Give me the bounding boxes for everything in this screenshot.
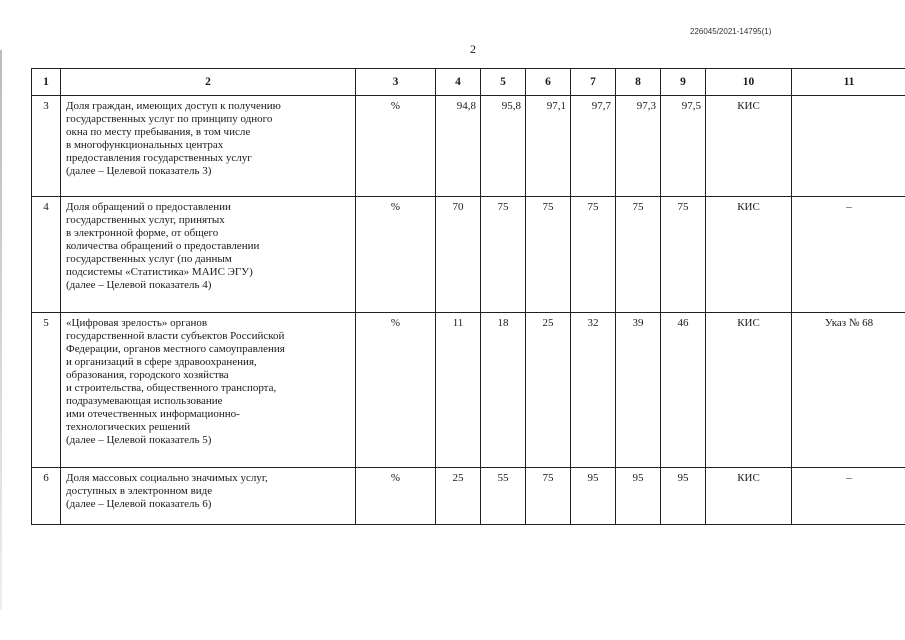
basis-cell: Указ № 68 — [792, 313, 905, 468]
description-line: предоставления государственных услуг — [66, 152, 252, 164]
description-line: в электронной форме, от общего — [66, 227, 219, 239]
value-cell: 95 — [661, 468, 706, 525]
value-cell: 70 — [436, 197, 481, 313]
value-cell: 11 — [436, 313, 481, 468]
value-cell: 75 — [571, 197, 616, 313]
description-line: государственной власти субъектов Российской — [66, 330, 285, 342]
table-row — [32, 96, 905, 197]
column-header: 6 — [526, 69, 571, 96]
value-cell: 75 — [526, 197, 571, 313]
source-cell: КИС — [706, 96, 792, 197]
value-cell: 25 — [526, 313, 571, 468]
column-header: 3 — [356, 69, 436, 96]
column-header: 2 — [61, 69, 356, 96]
description-line: Доля граждан, имеющих доступ к получению — [66, 100, 281, 112]
scan-edge — [0, 50, 2, 610]
basis-cell: – — [792, 197, 905, 313]
description-line: ими отечественных информационно- — [66, 408, 240, 420]
column-header: 9 — [661, 69, 706, 96]
description-line: технологических решений — [66, 421, 191, 433]
page-number: 2 — [470, 42, 476, 56]
basis-cell — [792, 96, 905, 197]
table-row — [32, 197, 905, 313]
row-number: 4 — [32, 197, 61, 313]
table-header-row — [32, 69, 905, 96]
value-cell: 18 — [481, 313, 526, 468]
value-cell: 97,5 — [661, 96, 706, 197]
value-cell: 46 — [661, 313, 706, 468]
description-line: и строительства, общественного транспорта, — [66, 382, 277, 394]
basis-cell: – — [792, 468, 905, 525]
indicators-table — [31, 68, 905, 525]
value-cell: 97,3 — [616, 96, 661, 197]
description-line: Доля массовых социально значимых услуг, — [66, 472, 268, 484]
value-cell: 97,1 — [526, 96, 571, 197]
column-header: 8 — [616, 69, 661, 96]
indicator-description — [61, 197, 356, 313]
description-line: и организаций в сфере здравоохранения, — [66, 356, 257, 368]
row-number: 5 — [32, 313, 61, 468]
value-cell: 32 — [571, 313, 616, 468]
description-line: количества обращений о предоставлении — [66, 240, 260, 252]
description-line: (далее – Целевой показатель 4) — [66, 279, 212, 291]
value-cell: 75 — [661, 197, 706, 313]
column-header: 5 — [481, 69, 526, 96]
value-cell: 95 — [571, 468, 616, 525]
source-cell: КИС — [706, 313, 792, 468]
value-cell: 39 — [616, 313, 661, 468]
description-line: «Цифровая зрелость» органов — [66, 317, 208, 329]
value-cell: 75 — [616, 197, 661, 313]
column-header: 10 — [706, 69, 792, 96]
description-line: подразумевающая использование — [66, 395, 223, 407]
source-cell: КИС — [706, 197, 792, 313]
description-line: государственных услуг (по данным — [66, 253, 232, 265]
description-line: (далее – Целевой показатель 6) — [66, 498, 212, 510]
value-cell: 75 — [526, 468, 571, 525]
table-row — [32, 468, 905, 525]
description-line: в многофункциональных центрах — [66, 139, 224, 151]
row-number: 6 — [32, 468, 61, 525]
indicator-description — [61, 96, 356, 197]
source-cell: КИС — [706, 468, 792, 525]
description-line: доступных в электронном виде — [66, 485, 213, 497]
description-line: Доля обращений о предоставлении — [66, 201, 231, 213]
description-line: (далее – Целевой показатель 3) — [66, 165, 212, 177]
unit-cell: % — [356, 468, 436, 525]
value-cell: 94,8 — [436, 96, 481, 197]
description-line: (далее – Целевой показатель 5) — [66, 434, 212, 446]
value-cell: 95,8 — [481, 96, 526, 197]
value-cell: 97,7 — [571, 96, 616, 197]
description-line: Федерации, органов местного самоуправления — [66, 343, 285, 355]
table-row — [32, 313, 905, 468]
column-header: 4 — [436, 69, 481, 96]
description-line: окна по месту пребывания, в том числе — [66, 126, 251, 138]
value-cell: 55 — [481, 468, 526, 525]
indicator-description — [61, 468, 356, 525]
unit-cell: % — [356, 313, 436, 468]
unit-cell: % — [356, 197, 436, 313]
description-line: государственных услуг, принятых — [66, 214, 225, 226]
value-cell: 75 — [481, 197, 526, 313]
row-number: 3 — [32, 96, 61, 197]
description-line: государственных услуг по принципу одного — [66, 113, 273, 125]
column-header: 1 — [32, 69, 61, 96]
indicator-description — [61, 313, 356, 468]
value-cell: 25 — [436, 468, 481, 525]
column-header: 7 — [571, 69, 616, 96]
description-line: образования, городского хозяйства — [66, 369, 229, 381]
document-id: 226045/2021-14795(1) — [690, 27, 772, 36]
column-header: 11 — [792, 69, 905, 96]
description-line: подсистемы «Статистика» МАИС ЭГУ) — [66, 266, 253, 278]
value-cell: 95 — [616, 468, 661, 525]
unit-cell: % — [356, 96, 436, 197]
